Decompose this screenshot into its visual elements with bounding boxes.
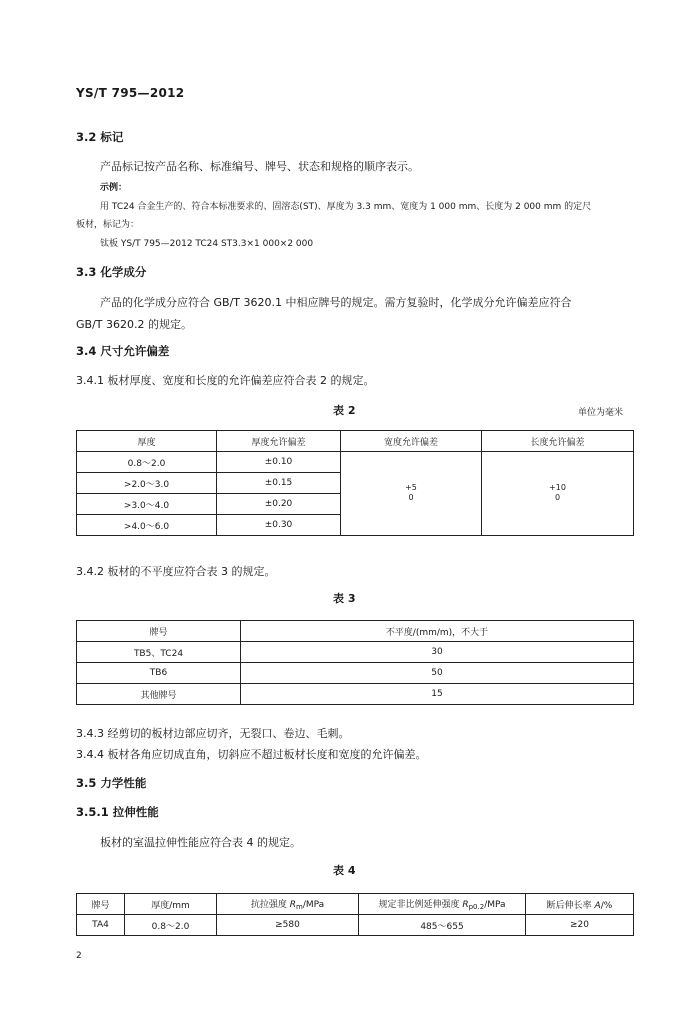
length-tol-lower: 0 bbox=[554, 493, 561, 502]
width-tol-lower: 0 bbox=[408, 493, 414, 502]
width-tol-upper: +5 bbox=[405, 483, 417, 492]
table-row bbox=[77, 894, 634, 915]
elongation-cell: ≥20 bbox=[526, 915, 634, 936]
thickness-cell: >2.0～3.0 bbox=[77, 473, 217, 494]
length-tol-upper: +10 bbox=[549, 483, 566, 492]
section-3-3-heading: 3.3 化学成分 bbox=[76, 265, 147, 279]
header-symbol: A bbox=[594, 900, 601, 911]
table-row bbox=[77, 642, 634, 663]
table-2 bbox=[76, 430, 634, 536]
thickness-tolerance-cell: ±0.15 bbox=[217, 473, 341, 494]
thickness-cell: 0.8～2.0 bbox=[77, 452, 217, 473]
header-subscript: m bbox=[295, 903, 303, 911]
tensile-strength-cell: ≥580 bbox=[217, 915, 359, 936]
table-header-cell: 厚度允许偏差 bbox=[217, 431, 341, 452]
table-row bbox=[77, 663, 634, 684]
yield-strength-cell: 485～655 bbox=[359, 915, 526, 936]
table-3-caption: 表 3 bbox=[333, 592, 356, 605]
table-header-cell: 不平度/(mm/m)，不大于 bbox=[241, 621, 634, 642]
header-symbol: R bbox=[289, 900, 296, 910]
example-line-2: 板材，标记为： bbox=[76, 220, 140, 230]
flatness-cell: 30 bbox=[241, 642, 634, 663]
section-3-4-heading: 3.4 尺寸允许偏差 bbox=[76, 344, 170, 358]
table-header-cell bbox=[526, 894, 634, 915]
width-tolerance-cell bbox=[341, 452, 482, 536]
table-header-cell: 牌号 bbox=[77, 894, 125, 915]
thickness-tolerance-cell: ±0.10 bbox=[217, 452, 341, 473]
table-2-caption: 表 2 bbox=[333, 404, 356, 417]
table-row bbox=[77, 621, 634, 642]
header-text: 抗拉强度 bbox=[250, 900, 290, 910]
table-header-cell: 宽度允许偏差 bbox=[341, 431, 482, 452]
header-unit: /MPa bbox=[302, 900, 325, 910]
table-header-cell bbox=[359, 894, 526, 915]
table-4-caption: 表 4 bbox=[333, 864, 356, 877]
table-4 bbox=[76, 893, 634, 936]
example-line-3: 钛板 YS/T 795—2012 TC24 ST3.3×1 000×2 000 bbox=[100, 239, 314, 249]
table-3 bbox=[76, 620, 634, 705]
section-3-3-line-2: GB/T 3620.2 的规定。 bbox=[76, 318, 192, 331]
thickness-cell: >4.0～6.0 bbox=[77, 515, 217, 536]
example-label: 示例： bbox=[100, 183, 128, 193]
header-text: 规定非比例延伸强度 bbox=[378, 900, 463, 910]
table-header-cell: 牌号 bbox=[77, 621, 241, 642]
thickness-cell: 0.8～2.0 bbox=[125, 915, 217, 936]
section-3-5-1-heading: 3.5.1 拉伸性能 bbox=[76, 805, 159, 819]
page-number: 2 bbox=[76, 951, 82, 961]
section-3-2-paragraph: 产品标记按产品名称、标准编号、牌号、状态和规格的顺序表示。 bbox=[100, 160, 419, 173]
grade-cell: TB5、TC24 bbox=[77, 642, 241, 663]
table-header-cell: 长度允许偏差 bbox=[482, 431, 634, 452]
section-3-5-heading: 3.5 力学性能 bbox=[76, 776, 147, 790]
flatness-cell: 15 bbox=[241, 684, 634, 705]
thickness-cell: >3.0～4.0 bbox=[77, 494, 217, 515]
thickness-tolerance-cell: ±0.20 bbox=[217, 494, 341, 515]
grade-cell: 其他牌号 bbox=[77, 684, 241, 705]
table-row bbox=[77, 684, 634, 705]
section-3-4-1: 3.4.1 板材厚度、宽度和长度的允许偏差应符合表 2 的规定。 bbox=[76, 374, 375, 387]
section-3-4-4: 3.4.4 板材各角应切成直角，切斜应不超过板材长度和宽度的允许偏差。 bbox=[76, 748, 427, 761]
section-3-4-3: 3.4.3 经剪切的板材边部应切齐，无裂口、卷边、毛刺。 bbox=[76, 727, 350, 740]
header-unit: /MPa bbox=[484, 900, 506, 910]
length-tolerance-cell bbox=[482, 452, 634, 536]
section-3-2-heading: 3.2 标记 bbox=[76, 130, 124, 144]
table-header-cell bbox=[217, 894, 359, 915]
thickness-tolerance-cell: ±0.30 bbox=[217, 515, 341, 536]
table-row bbox=[77, 915, 634, 936]
table-header-cell: 厚度 bbox=[77, 431, 217, 452]
section-3-3-line-1: 产品的化学成分应符合 GB/T 3620.1 中相应牌号的规定。需方复验时，化学成分允许偏差应符合 bbox=[100, 296, 572, 309]
header-subscript: p0.2 bbox=[468, 903, 485, 911]
table-row bbox=[77, 431, 634, 452]
header-symbol: R bbox=[462, 900, 469, 910]
table-row bbox=[77, 452, 634, 473]
section-3-5-1-paragraph: 板材的室温拉伸性能应符合表 4 的规定。 bbox=[100, 836, 301, 849]
header-unit: /% bbox=[600, 900, 613, 911]
grade-cell: TA4 bbox=[77, 915, 125, 936]
header-text: 断后伸长率 bbox=[546, 900, 595, 911]
table-header-cell: 厚度/mm bbox=[125, 894, 217, 915]
section-3-4-2: 3.4.2 板材的不平度应符合表 3 的规定。 bbox=[76, 565, 276, 578]
example-line-1: 用 TC24 合金生产的、符合本标准要求的、固溶态(ST)、厚度为 3.3 mm、宽度为 1 000 mm、长度为 2 000 mm 的定尺 bbox=[100, 202, 592, 212]
flatness-cell: 50 bbox=[241, 663, 634, 684]
grade-cell: TB6 bbox=[77, 663, 241, 684]
standard-number: YS/T 795—2012 bbox=[76, 86, 185, 100]
table-2-unit: 单位为毫米 bbox=[578, 408, 624, 418]
